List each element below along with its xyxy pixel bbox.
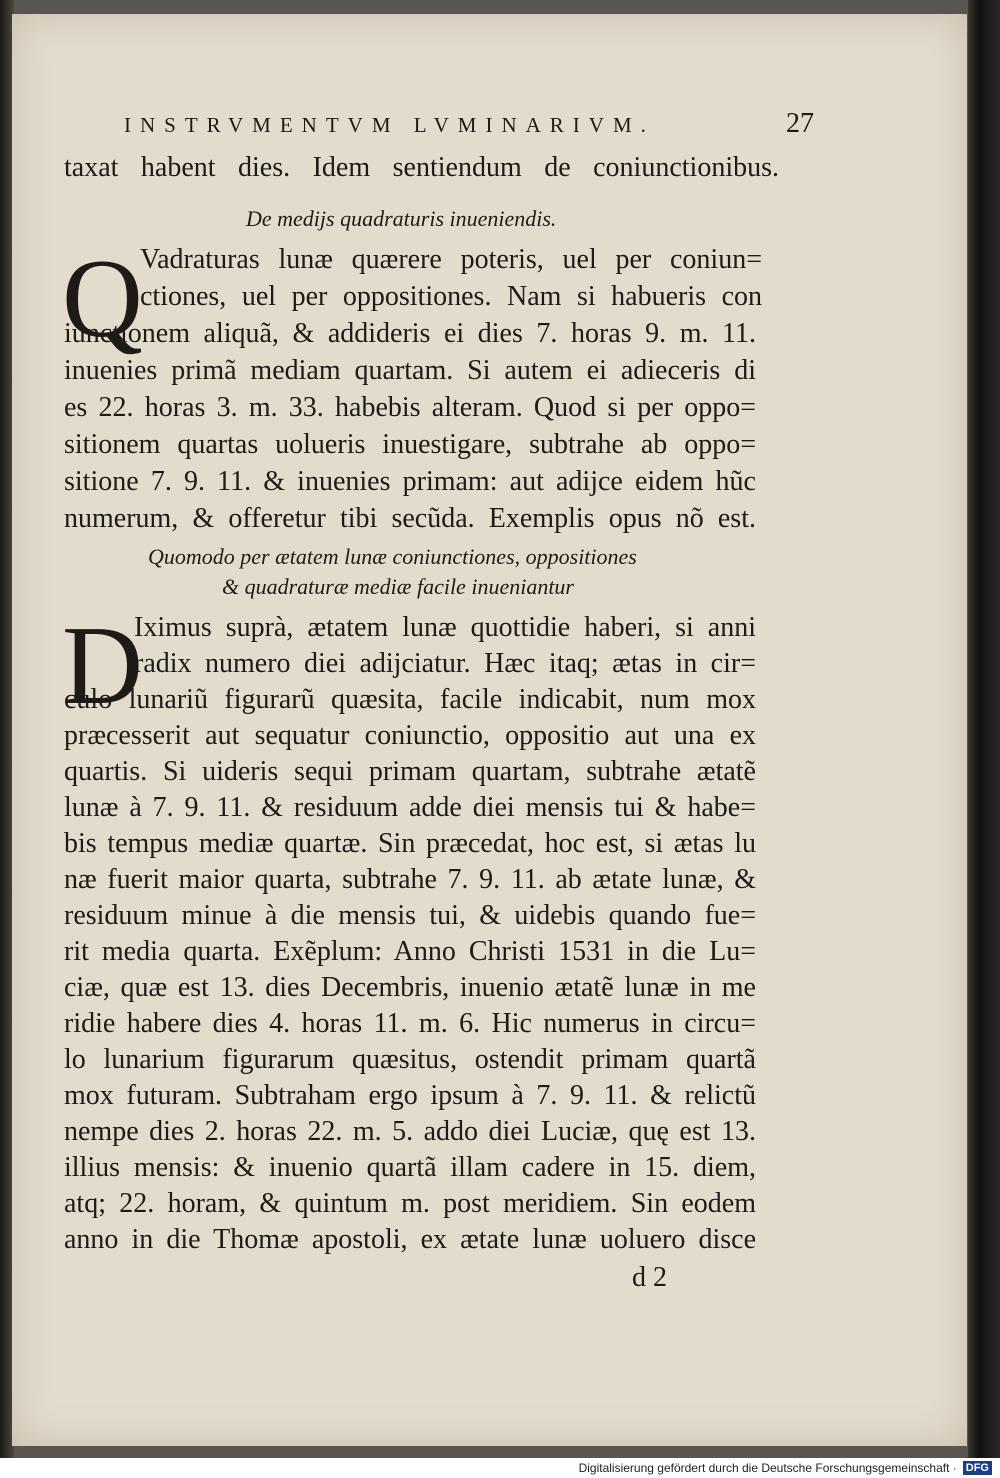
page-edge bbox=[968, 0, 1000, 1458]
text-line: quartis. Si uideris sequi primam quartam, subtrahe ætatẽ bbox=[64, 756, 756, 787]
section-heading: Quomodo per ætatem lunæ coniunctiones, oppositiones bbox=[148, 544, 637, 569]
text-line: illius mensis: & inuenio quartã illam cadere in 15. diem, bbox=[64, 1152, 756, 1183]
text-line: rit media quarta. Exẽplum: Anno Christi 1531 in die Lu= bbox=[64, 936, 756, 967]
text-line: lunæ à 7. 9. 11. & residuum adde diei mensis tui & habe= bbox=[64, 792, 756, 823]
text-line: es 22. horas 3. m. 33. habebis alteram. Quod si per oppo= bbox=[64, 392, 756, 423]
text-line: inuenies primã mediam quartam. Si autem ei adieceris di bbox=[64, 355, 756, 386]
text-line: taxat habent dies. Idem sentiendum de coniunctionibus. bbox=[64, 152, 779, 183]
text-line: numerum, & offeretur tibi secũda. Exemplis opus nõ est. bbox=[64, 503, 756, 534]
running-title: INSTRVMENTVM LVMINARIVM. bbox=[124, 113, 655, 137]
text-line: Iximus suprà, ætatem lunæ quottidie haberi, si anni bbox=[134, 612, 756, 643]
text-line: lo lunarium figurarum quæsitus, ostendit primam quartã bbox=[64, 1044, 756, 1075]
text-line: sitionem quartas uolueris inuestigare, subtrahe ab oppo= bbox=[64, 429, 756, 460]
text-line: iunctionem aliquã, & addideris ei dies 7. horas 9. m. 11. bbox=[64, 318, 756, 349]
text-line: Vadraturas lunæ quærere poteris, uel per coniun= bbox=[140, 244, 762, 275]
text-line: ciæ, quæ est 13. dies Decembris, inuenio ætatẽ lunæ in me bbox=[64, 972, 756, 1003]
text-line: anno in die Thomæ apostoli, ex ætate lunæ uoluero disce bbox=[64, 1224, 756, 1255]
page-number: 27 bbox=[786, 108, 814, 139]
text-line: residuum minue à die mensis tui, & uidebis quando fue= bbox=[64, 900, 756, 931]
text-line: næ fuerit maior quarta, subtrahe 7. 9. 11. ab ætate lunæ, & bbox=[64, 864, 756, 895]
section-heading: & quadraturæ mediæ facile inueniantur bbox=[222, 574, 574, 599]
text-line: nempe dies 2. horas 22. m. 5. addo diei Luciæ, quę est 13. bbox=[64, 1116, 756, 1147]
signature-mark: d 2 bbox=[632, 1262, 667, 1293]
text-line: ridie habere dies 4. horas 11. m. 6. Hic numerus in circu= bbox=[64, 1008, 756, 1039]
initial-letter: D bbox=[62, 604, 143, 728]
text-line: ctiones, uel per oppositiones. Nam si habueris con bbox=[140, 281, 762, 312]
text-line: atq; 22. horam, & quintum m. post meridiem. Sin eodem bbox=[64, 1188, 756, 1219]
text-line: bis tempus mediæ quartæ. Sin præcedat, hoc est, si ætas lu bbox=[64, 828, 756, 859]
text-line: mox futuram. Subtraham ergo ipsum à 7. 9. 11. & relictũ bbox=[64, 1080, 756, 1111]
footer-credit: Digitalisierung gefördert durch die Deutsche Forschungsgemeinschaft · bbox=[578, 1461, 957, 1475]
dfg-logo: DFG bbox=[963, 1461, 992, 1475]
footer-bar bbox=[0, 1458, 1000, 1478]
text-line: culo lunariũ figurarũ quæsita, facile indicabit, num mox bbox=[64, 684, 756, 715]
initial-letter: Q bbox=[62, 237, 143, 361]
section-heading: De medijs quadraturis inueniendis. bbox=[246, 206, 557, 231]
text-line: sitione 7. 9. 11. & inuenies primam: aut adijce eidem hũc bbox=[64, 466, 756, 497]
text-line: radix numero diei adijciatur. Hæc itaq; ætas in cir= bbox=[134, 648, 756, 679]
running-header bbox=[124, 108, 814, 140]
text-line: præcesserit aut sequatur coniunctio, oppositio aut una ex bbox=[64, 720, 756, 751]
